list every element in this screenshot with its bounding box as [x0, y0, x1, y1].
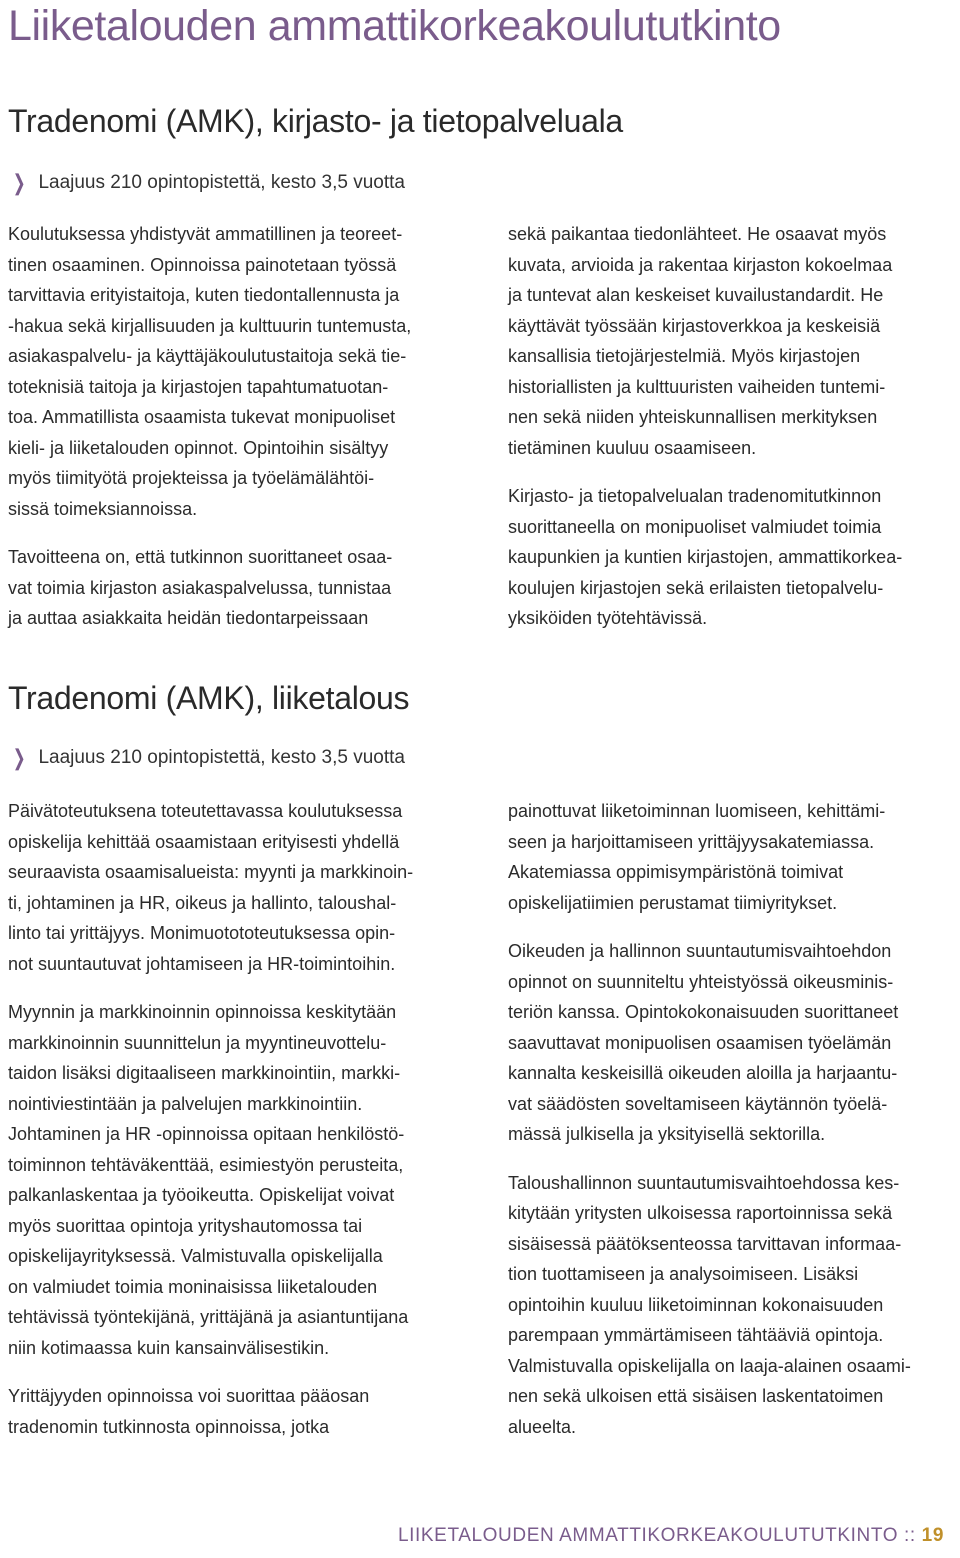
- text-line: ti, johtaminen ja HR, oikeus ja hallinto, taloushal-: [8, 892, 397, 913]
- text-line: palkanlaskentaa ja työoikeutta. Opiskelijat voivat: [8, 1185, 395, 1205]
- text-line: tinen osaaminen. Opinnoissa painotetaan työssä: [8, 254, 397, 275]
- body-paragraph: [8, 219, 468, 524]
- page-footer: [398, 1525, 944, 1547]
- text-line: toiminnon tehtäväkenttää, esimiestyön perusteita,: [8, 1154, 404, 1175]
- text-line: Päivätoteutuksena toteutettavassa koulutuksessa: [8, 801, 403, 821]
- text-line: kannalta keskeisillä oikeuden aloilla ja harjaantu-: [508, 1063, 898, 1083]
- text-line: painottuvat liiketoiminnan luomiseen, kehittämi-: [508, 801, 886, 821]
- text-line: kaupunkien ja kuntien kirjastojen, ammattikorkea-: [508, 547, 903, 567]
- text-line: tradenomin tutkinnosta opinnoissa, jotka: [8, 1416, 330, 1437]
- text-line: nointiviestintään ja palvelujen markkinointiin.: [8, 1093, 363, 1114]
- text-line: myös tiimityötä projekteissa ja työelämälähtöi-: [8, 468, 375, 488]
- text-line: Johtaminen ja HR -opinnoissa opitaan henkilöstö-: [8, 1124, 405, 1144]
- text-line: parempaan ymmärtämiseen tähtääviä opintoja.: [508, 1325, 884, 1345]
- text-line: sisäisessä päätöksenteossa tarvittavan informaa-: [508, 1233, 902, 1254]
- section-heading-liiketalous: Tradenomi (AMK), liiketalous: [8, 680, 410, 716]
- body-paragraph: [508, 796, 960, 918]
- text-line: vat toimia kirjaston asiakaspalvelussa, tunnistaa: [8, 577, 392, 598]
- text-line: saavuttavat monipuolisen osaamisen työelämän: [508, 1032, 892, 1053]
- text-line: not suuntautuvat johtamiseen ja HR-toimintoihin.: [8, 953, 396, 974]
- text-line: ja auttaa asiakkaita heidän tiedontarpeissaan: [8, 608, 369, 628]
- text-line: asiakaspalvelu- ja käyttäjäkoulutustaitoja sekä tie-: [8, 346, 407, 366]
- text-line: Myynnin ja markkinoinnin opinnoissa keskitytään: [8, 1002, 397, 1022]
- text-line: tarvittavia erityistaitoja, kuten tiedontallennusta ja: [8, 285, 400, 305]
- body-paragraph: [8, 796, 468, 979]
- body-paragraph: [508, 481, 960, 634]
- section2-left-column: [8, 796, 468, 1442]
- scope-line-kirjasto: [10, 170, 405, 196]
- text-line: Valmistuvalla opiskelijalla on laaja-alainen osaami-: [508, 1355, 911, 1376]
- text-line: käyttävät työssään kirjastoverkkoa ja keskeisiä: [508, 315, 881, 336]
- text-line: taidon lisäksi digitaaliseen markkinointiin, markki-: [8, 1063, 401, 1083]
- text-line: toteknisiä taitoja ja kirjastojen tapahtumatuotan-: [8, 376, 389, 397]
- text-line: Koulutuksessa yhdistyvät ammatillinen ja teoreet-: [8, 224, 403, 244]
- text-line: yksiköiden työtehtävissä.: [508, 608, 708, 628]
- scope-text: Laajuus 210 opintopistettä, kesto 3,5 vuotta: [38, 747, 405, 768]
- text-line: Yrittäjyyden opinnoissa voi suorittaa pääosan: [8, 1386, 370, 1406]
- footer-label: LIIKETALOUDEN AMMATTIKORKEAKOULUTUTKINTO: [397, 1525, 899, 1546]
- text-line: suorittaneella on monipuoliset valmiudet toimia: [508, 516, 882, 537]
- text-line: nen sekä ulkoisen että sisäisen laskentatoimen: [508, 1386, 884, 1406]
- page-number: 19: [921, 1525, 944, 1546]
- text-line: sissä toimeksiannoissa.: [8, 498, 198, 519]
- body-paragraph: [8, 997, 468, 1363]
- text-line: markkinoinnin suunnittelun ja myyntineuvottelu-: [8, 1032, 387, 1053]
- body-paragraph: [508, 936, 960, 1150]
- text-line: kansallisia tietojärjestelmiä. Myös kirjastojen: [508, 346, 861, 366]
- text-line: linto tai yrittäjyys. Monimuotototeutuksessa opin-: [8, 923, 396, 943]
- text-line: mässä julkisella ja yksityisellä sektorilla.: [508, 1124, 826, 1144]
- footer-separator: ::: [904, 1525, 916, 1546]
- text-line: tietäminen kuuluu osaamiseen.: [508, 437, 757, 458]
- text-line: seen ja harjoittamiseen yrittäjyysakatemiassa.: [508, 831, 875, 852]
- text-line: nen sekä niiden yhteiskunnallisen merkityksen: [508, 407, 878, 427]
- scope-text: Laajuus 210 opintopistettä, kesto 3,5 vuotta: [38, 172, 405, 193]
- text-line: sekä paikantaa tiedonlähteet. He osaavat myös: [508, 224, 887, 244]
- text-line: niin kotimaassa kuin kansainvälisestikin.: [8, 1337, 330, 1358]
- text-line: historiallisten ja kulttuuristen vaiheiden tuntemi-: [508, 376, 886, 397]
- text-line: vat säädösten soveltamiseen käytännön työelä-: [508, 1093, 888, 1114]
- text-line: Kirjasto- ja tietopalvelualan tradenomitutkinnon: [508, 486, 882, 506]
- section2-right-column: [508, 796, 960, 1442]
- body-paragraph: [508, 1168, 960, 1443]
- text-line: ja tuntevat alan keskeiset kuvailustandardit. He: [508, 285, 884, 305]
- section1-left-column: [8, 219, 468, 634]
- chevron-right-icon: ❯: [12, 745, 26, 770]
- text-line: opiskelija kehittää osaamistaan erityisesti yhdellä: [8, 831, 400, 852]
- body-paragraph: [508, 219, 960, 463]
- text-line: kieli- ja liiketalouden opinnot. Opintoihin sisältyy: [8, 437, 389, 458]
- text-line: seuraavista osaamisalueista: myynti ja markkinoin-: [8, 862, 414, 882]
- text-line: toa. Ammatillista osaamista tukevat monipuoliset: [8, 407, 396, 427]
- text-line: opintoihin kuuluu liiketoiminnan kokonaisuuden: [508, 1294, 884, 1315]
- text-line: opinnot on suunniteltu yhteistyössä oikeusminis-: [508, 971, 894, 992]
- text-line: opiskelijatiimien perustamat tiimiyritykset.: [508, 892, 838, 913]
- body-paragraph: [8, 542, 468, 634]
- scope-line-liiketalous: [10, 745, 405, 771]
- text-line: alueelta.: [508, 1416, 577, 1437]
- text-line: teriön kanssa. Opintokokonaisuuden suorittaneet: [508, 1002, 899, 1022]
- text-line: on valmiudet toimia moninaisissa liiketalouden: [8, 1276, 378, 1297]
- text-line: koulujen kirjastojen sekä erilaisten tietopalvelu-: [508, 577, 884, 598]
- chevron-right-icon: ❯: [12, 170, 26, 195]
- text-line: Akatemiassa oppimisympäristönä toimivat: [508, 862, 844, 882]
- text-line: Taloushallinnon suuntautumisvaihtoehdossa kes-: [508, 1172, 900, 1193]
- body-paragraph: [8, 1381, 468, 1442]
- text-line: kitytään yritysten ulkoisessa raportoinnissa sekä: [508, 1203, 893, 1223]
- section-heading-kirjasto: Tradenomi (AMK), kirjasto- ja tietopalveluala: [8, 103, 623, 139]
- text-line: opiskelijayrityksessä. Valmistuvalla opiskelijalla: [8, 1246, 383, 1266]
- section1-right-column: [508, 219, 960, 634]
- text-line: myös suorittaa opintoja yrityshautomossa tai: [8, 1215, 363, 1236]
- text-line: tehtävissä työntekijänä, yrittäjänä ja asiantuntijana: [8, 1307, 409, 1327]
- text-line: kuvata, arvioida ja rakentaa kirjaston kokoelmaa: [508, 254, 893, 275]
- text-line: -hakua sekä kirjallisuuden ja kulttuurin tuntemusta,: [8, 315, 412, 336]
- text-line: tion tuottamiseen ja analysoimiseen. Lisäksi: [508, 1264, 859, 1284]
- page-title: Liiketalouden ammattikorkeakoulututkinto: [8, 2, 781, 50]
- text-line: Oikeuden ja hallinnon suuntautumisvaihtoehdon: [508, 941, 892, 961]
- text-line: Tavoitteena on, että tutkinnon suorittaneet osaa-: [8, 547, 393, 567]
